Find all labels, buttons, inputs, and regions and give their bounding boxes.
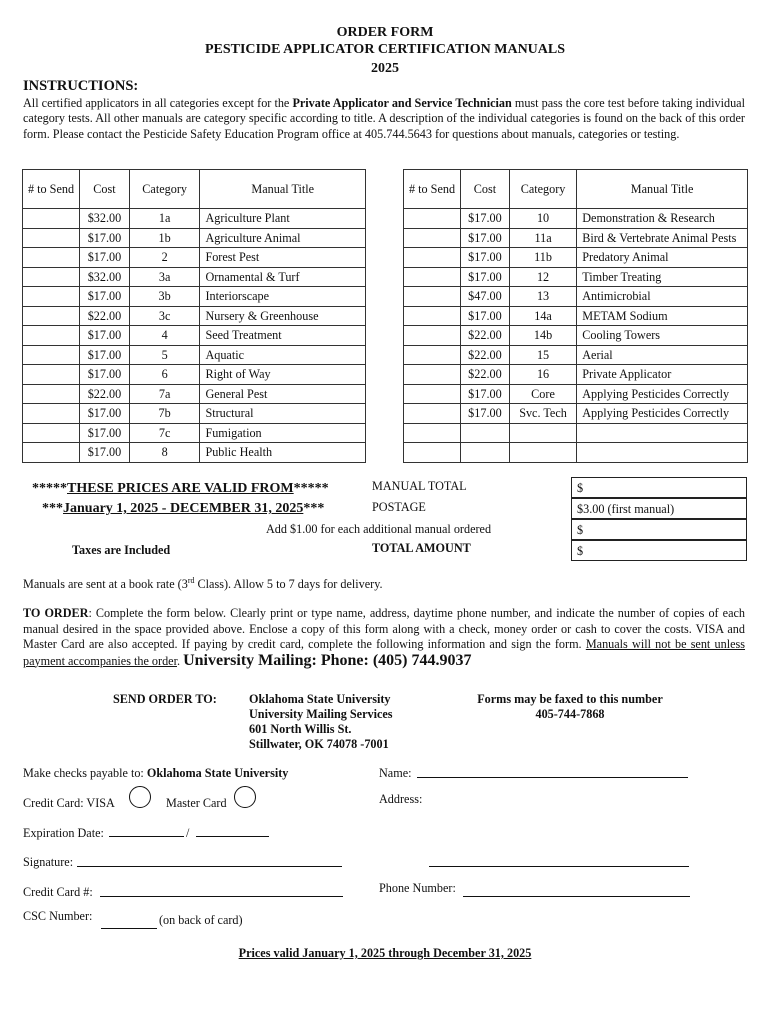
instructions-text: All certified applicators in all categories except for the Private Applicator and Service Technician must pass the core test before taking individual category tests. All other manuals are category specific according to title. A description of the individual categories is found on the back of this order form. Please contact the Pesticide Safety Education Program office at 405.744.5643 for questions about manuals, categories or testing. (23, 96, 745, 141)
category-cell: 11b (509, 248, 576, 268)
quantity-input[interactable] (404, 404, 461, 424)
expiration-separator: / (186, 826, 190, 840)
csc-label: CSC Number: (23, 909, 93, 923)
title-cell: Demonstration & Research (577, 209, 748, 229)
address-label: Address: (379, 792, 423, 806)
total-amount-label: TOTAL AMOUNT (372, 541, 471, 555)
address-field[interactable] (429, 866, 689, 867)
cost-cell: $17.00 (461, 267, 510, 287)
credit-card-number-field[interactable] (100, 896, 343, 897)
cost-cell: $32.00 (80, 209, 130, 229)
category-cell: 8 (129, 443, 200, 463)
quantity-input[interactable] (404, 209, 461, 229)
cost-cell: $17.00 (80, 248, 130, 268)
table-row (23, 443, 366, 463)
header-send: # to Send (404, 170, 461, 209)
table-row (404, 267, 748, 287)
cost-cell: $17.00 (80, 228, 130, 248)
quantity-input[interactable] (404, 384, 461, 404)
name-label: Name: (379, 766, 412, 780)
cost-cell: $22.00 (461, 365, 510, 385)
table-row (404, 404, 748, 424)
title-cell: Right of Way (200, 365, 366, 385)
quantity-input[interactable] (404, 443, 461, 463)
table-row (23, 228, 366, 248)
form-title: ORDER FORM (336, 25, 434, 40)
signature-label: Signature: (23, 855, 74, 869)
quantity-input[interactable] (23, 443, 80, 463)
category-cell: 7b (129, 404, 200, 424)
category-cell: 11a (509, 228, 576, 248)
table-row (23, 267, 366, 287)
cost-cell: $17.00 (461, 384, 510, 404)
category-cell: 5 (129, 345, 200, 365)
title-cell: Agriculture Animal (200, 228, 366, 248)
cost-cell: $17.00 (80, 287, 130, 307)
quantity-input[interactable] (23, 384, 80, 404)
to-order-text: TO ORDER: Complete the form below. Clearly print or type name, address, daytime phone number, and indicate the number of copies of each manual desired in the space provided above. Enclose a copy of this form along with a check, money order or cash to cover the costs. VISA and Master Card are also accepted. If paying by credit card, complete the following information and sign the form. Manuals will not be sent unless payment accompanies the order. University Mailing: Phone: (405) 744.9037 (23, 606, 746, 669)
header-title: Manual Title (577, 170, 748, 209)
fax-info: Forms may be faxed to this number 405-744-7868 (477, 692, 663, 721)
title-cell: Nursery & Greenhouse (200, 306, 366, 326)
cost-cell: $17.00 (461, 228, 510, 248)
taxes-note: Taxes are Included (72, 543, 171, 557)
university-mailing-phone: University Mailing: Phone: (405) 744.9037 (183, 651, 472, 669)
title-cell: Interiorscape (200, 287, 366, 307)
category-cell: 10 (509, 209, 576, 229)
additional-manual-note: Add $1.00 for each additional manual ordered (266, 522, 492, 536)
cost-cell: $17.00 (461, 248, 510, 268)
form-subtitle: PESTICIDE APPLICATOR CERTIFICATION MANUALS (204, 42, 566, 57)
title-cell: Forest Pest (200, 248, 366, 268)
credit-card-number-label: Credit Card #: (23, 885, 93, 899)
cost-cell: $22.00 (80, 384, 130, 404)
table-row (23, 248, 366, 268)
title-cell: Antimicrobial (577, 287, 748, 307)
manual-total-label: MANUAL TOTAL (372, 479, 467, 493)
cost-cell: $17.00 (80, 365, 130, 385)
shipping-note: Manuals are sent at a book rate (3rd Class). Allow 5 to 7 days for delivery. (23, 576, 383, 592)
cost-cell: $22.00 (80, 306, 130, 326)
instructions-heading: INSTRUCTIONS: (23, 78, 139, 94)
master-card-label: Master Card (166, 796, 227, 810)
credit-card-label: Credit Card: VISA (23, 796, 115, 810)
category-cell: 15 (509, 345, 576, 365)
title-cell: Applying Pesticides Correctly (577, 404, 748, 424)
signature-field[interactable] (77, 866, 342, 867)
prices-valid-line2: ***January 1, 2025 - DECEMBER 31, 2025*** (42, 501, 325, 516)
table-row (404, 209, 748, 229)
quantity-input[interactable] (23, 248, 80, 268)
quantity-input[interactable] (23, 306, 80, 326)
category-cell: 13 (509, 287, 576, 307)
right-manual-table (403, 169, 748, 463)
table-row (404, 228, 748, 248)
cost-cell: $17.00 (80, 443, 130, 463)
csc-field[interactable] (101, 928, 157, 929)
quantity-input[interactable] (404, 345, 461, 365)
category-cell: 12 (509, 267, 576, 287)
category-cell: 16 (509, 365, 576, 385)
table-row (404, 384, 748, 404)
cost-cell: $17.00 (80, 423, 130, 443)
category-cell: 1b (129, 228, 200, 248)
cost-cell: $22.00 (461, 326, 510, 346)
table-row (404, 365, 748, 385)
quantity-input[interactable] (23, 287, 80, 307)
cost-cell: $17.00 (461, 209, 510, 229)
category-cell: 14b (509, 326, 576, 346)
title-cell: Private Applicator (577, 365, 748, 385)
cost-cell: $47.00 (461, 287, 510, 307)
table-row (404, 345, 748, 365)
cost-cell: $22.00 (461, 345, 510, 365)
cost-cell: $17.00 (80, 345, 130, 365)
table-row (23, 384, 366, 404)
table-row (23, 404, 366, 424)
left-manual-table (22, 169, 366, 463)
title-cell: Aerial (577, 345, 748, 365)
quantity-input[interactable] (23, 326, 80, 346)
footer-note: Prices valid January 1, 2025 through December 31, 2025 (238, 946, 532, 960)
table-row (23, 326, 366, 346)
table-row (23, 209, 366, 229)
quantity-input[interactable] (404, 287, 461, 307)
category-cell: 14a (509, 306, 576, 326)
table-row (404, 443, 748, 463)
title-cell: General Pest (200, 384, 366, 404)
table-row (23, 365, 366, 385)
quantity-input[interactable] (23, 365, 80, 385)
cost-cell: $17.00 (80, 326, 130, 346)
category-cell (509, 443, 576, 463)
table-row (404, 306, 748, 326)
title-cell (577, 423, 748, 443)
title-cell: Public Health (200, 443, 366, 463)
phone-label: Phone Number: (379, 881, 456, 895)
visa-option[interactable] (129, 786, 151, 808)
form-year: 2025 (371, 61, 399, 76)
mailing-address: Oklahoma State University University Mailing Services 601 North Willis St. Stillwater, OK 74078 -7001 (249, 692, 393, 751)
cost-cell (461, 443, 510, 463)
additional-manuals-field[interactable]: $ (571, 519, 747, 540)
manual-total-field[interactable]: $ (571, 477, 747, 498)
title-cell: Bird & Vertebrate Animal Pests (577, 228, 748, 248)
title-cell (577, 443, 748, 463)
cost-cell: $17.00 (461, 306, 510, 326)
prices-valid-line1: *****THESE PRICES ARE VALID FROM***** (32, 481, 329, 496)
quantity-input[interactable] (23, 423, 80, 443)
category-cell: 3a (129, 267, 200, 287)
category-cell: 7a (129, 384, 200, 404)
table-row (404, 287, 748, 307)
header-send: # to Send (23, 170, 80, 209)
title-cell: Agriculture Plant (200, 209, 366, 229)
title-cell: Fumigation (200, 423, 366, 443)
cost-cell: $17.00 (80, 404, 130, 424)
table-row (404, 423, 748, 443)
quantity-input[interactable] (23, 228, 80, 248)
master-card-option[interactable] (234, 786, 256, 808)
title-cell: Aquatic (200, 345, 366, 365)
table-row (404, 248, 748, 268)
category-cell: 3b (129, 287, 200, 307)
category-cell: 6 (129, 365, 200, 385)
category-cell: Core (509, 384, 576, 404)
title-cell: Structural (200, 404, 366, 424)
postage-field: $3.00 (first manual) (571, 498, 747, 519)
quantity-input[interactable] (404, 365, 461, 385)
title-cell: Applying Pesticides Correctly (577, 384, 748, 404)
quantity-input[interactable] (404, 248, 461, 268)
quantity-input[interactable] (404, 267, 461, 287)
csc-note: (on back of card) (159, 913, 243, 927)
header-cost: Cost (461, 170, 510, 209)
category-cell (509, 423, 576, 443)
category-cell: 4 (129, 326, 200, 346)
category-cell: 3c (129, 306, 200, 326)
category-cell: Svc. Tech (509, 404, 576, 424)
title-cell: Seed Treatment (200, 326, 366, 346)
quantity-input[interactable] (404, 228, 461, 248)
quantity-input[interactable] (23, 345, 80, 365)
quantity-input[interactable] (404, 306, 461, 326)
title-cell: Timber Treating (577, 267, 748, 287)
title-cell: METAM Sodium (577, 306, 748, 326)
phone-field[interactable] (463, 896, 690, 897)
cost-cell: $17.00 (461, 404, 510, 424)
quantity-input[interactable] (23, 209, 80, 229)
table-row (404, 326, 748, 346)
title-cell: Ornamental & Turf (200, 267, 366, 287)
cost-cell (461, 423, 510, 443)
header-title: Manual Title (200, 170, 366, 209)
table-row (23, 423, 366, 443)
expiration-month-field[interactable] (109, 836, 184, 837)
checks-payable: Make checks payable to: Oklahoma State University (23, 766, 289, 780)
category-cell: 2 (129, 248, 200, 268)
postage-label: POSTAGE (372, 500, 426, 514)
table-row (23, 287, 366, 307)
expiration-label: Expiration Date: (23, 826, 104, 840)
title-cell: Predatory Animal (577, 248, 748, 268)
header-category: Category (129, 170, 200, 209)
category-cell: 7c (129, 423, 200, 443)
table-row (23, 306, 366, 326)
total-amount-field[interactable]: $ (571, 540, 747, 561)
cost-cell: $32.00 (80, 267, 130, 287)
quantity-input[interactable] (23, 404, 80, 424)
title-cell: Cooling Towers (577, 326, 748, 346)
header-category: Category (509, 170, 576, 209)
expiration-year-field[interactable] (196, 836, 269, 837)
send-order-label: SEND ORDER TO: (113, 692, 217, 706)
quantity-input[interactable] (23, 267, 80, 287)
quantity-input[interactable] (404, 326, 461, 346)
name-field[interactable] (417, 777, 688, 778)
category-cell: 1a (129, 209, 200, 229)
quantity-input[interactable] (404, 423, 461, 443)
table-row (23, 345, 366, 365)
header-cost: Cost (80, 170, 130, 209)
